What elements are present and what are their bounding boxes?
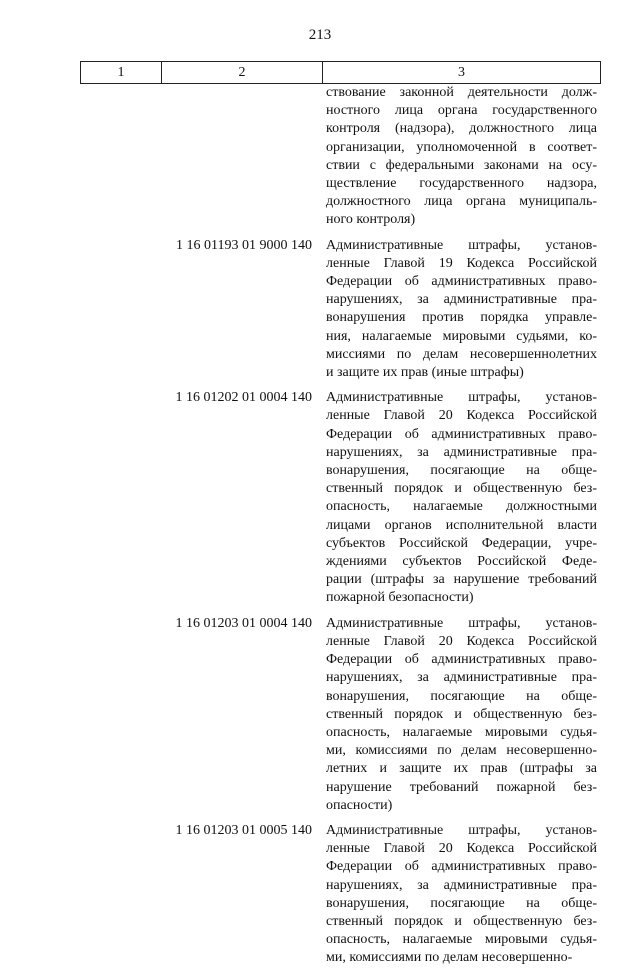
cell-col-1 <box>80 389 160 607</box>
table-row <box>80 389 601 607</box>
description-line: ния, налагаемые мировыми судьями, ко- <box>326 328 597 344</box>
description-line: нарушениях, за административные пра- <box>326 444 597 460</box>
table-row <box>80 822 601 968</box>
description-line: опасности) <box>326 797 393 813</box>
description-line: Федерации об административных право- <box>326 274 597 290</box>
description-line: контроля (надзора), должностного лица <box>326 121 597 137</box>
table-row <box>80 615 601 815</box>
row-gap <box>80 382 601 389</box>
header-col-2: 2 <box>162 62 323 84</box>
description-line: ственный порядок и общественную без- <box>326 481 597 497</box>
description-line: субъектов Российской Федерации, учре- <box>326 535 597 551</box>
description-line: пожарной безопасности) <box>326 590 474 606</box>
row-gap <box>80 230 601 237</box>
description-line: Административные штрафы, установ- <box>326 237 597 253</box>
budget-code <box>160 84 320 230</box>
description-line: вонарушения против порядка управле- <box>326 310 597 326</box>
description-line: опасность, налагаемые должностными <box>326 499 597 515</box>
description-line: ждениями субъектов Российской Феде- <box>326 554 597 570</box>
description-line: ностного лица органа государственного <box>326 103 597 119</box>
table-row <box>80 84 601 230</box>
description <box>320 615 599 815</box>
description-line: должностного лица органа муниципаль- <box>326 194 597 210</box>
cell-col-1 <box>80 84 160 230</box>
description-line: рации (штрафы за нарушение требований <box>326 572 597 588</box>
table-body <box>80 84 601 968</box>
description-line: опасность, налагаемые мировыми судья- <box>326 724 597 740</box>
description-line: нарушениях, за административные пра- <box>326 877 597 893</box>
description-line: ного контроля) <box>326 212 416 228</box>
description-line: вонарушения, посягающие на обще- <box>326 688 597 704</box>
table-header <box>80 61 601 84</box>
description-line: вонарушения, посягающие на обще- <box>326 463 597 479</box>
cell-col-1 <box>80 615 160 815</box>
budget-code: 1 16 01203 01 0005 140 <box>175 822 312 838</box>
description-line: ми, комиссиями по делам несовершенно- <box>326 743 597 759</box>
page-number: 213 <box>308 27 332 43</box>
description-line: опасность, налагаемые мировыми судья- <box>326 932 597 948</box>
description-line: Административные штрафы, установ- <box>326 615 597 631</box>
description-line: ленные Главой 20 Кодекса Российской <box>326 841 597 857</box>
description-line: организации, уполномоченной в соответ- <box>326 139 597 155</box>
description-line: ленные Главой 20 Кодекса Российской <box>326 633 597 649</box>
header-col-1: 1 <box>81 62 162 84</box>
cell-col-1 <box>80 237 160 383</box>
description-line: лицами органов исполнительной власти <box>326 517 597 533</box>
budget-code: 1 16 01193 01 9000 140 <box>176 237 312 253</box>
description-line: Административные штрафы, установ- <box>326 390 597 406</box>
description-line: миссиями по делам несовершеннолетних <box>326 346 597 362</box>
row-gap <box>80 815 601 822</box>
description <box>320 84 599 230</box>
description <box>320 389 599 607</box>
description-line: Федерации об административных право- <box>326 859 597 875</box>
description <box>320 237 599 383</box>
description-line: ственный порядок и общественную без- <box>326 913 597 929</box>
description-line: Административные штрафы, установ- <box>326 822 597 838</box>
header-col-3: 3 <box>323 62 601 84</box>
description <box>320 822 599 968</box>
cell-col-1 <box>80 822 160 968</box>
description-line: ми, комиссиями по делам несовершенно- <box>326 950 573 966</box>
description-line: Федерации об административных право- <box>326 652 597 668</box>
description-line: Федерации об административных право- <box>326 426 597 442</box>
row-gap <box>80 608 601 615</box>
description-line: нарушение требований пожарной без- <box>326 779 597 795</box>
table-row <box>80 237 601 383</box>
description-line: ществление государственного надзора, <box>326 176 597 192</box>
description-line: ственный порядок и общественную без- <box>326 706 597 722</box>
description-line: ленные Главой 20 Кодекса Российской <box>326 408 597 424</box>
description-line: ствии с федеральными законами на осу- <box>326 157 597 173</box>
budget-code: 1 16 01203 01 0004 140 <box>175 615 312 631</box>
budget-code: 1 16 01202 01 0004 140 <box>175 390 312 406</box>
description-line: вонарушения, посягающие на обще- <box>326 895 597 911</box>
description-line: летних и защите их прав (штрафы за <box>326 761 597 777</box>
description-line: и защите их прав (иные штрафы) <box>326 365 524 381</box>
description-line: нарушениях, за административные пра- <box>326 670 597 686</box>
description-line: ствование законной деятельности долж- <box>326 85 597 100</box>
description-line: нарушениях, за административные пра- <box>326 292 597 308</box>
description-line: ленные Главой 19 Кодекса Российской <box>326 255 597 271</box>
